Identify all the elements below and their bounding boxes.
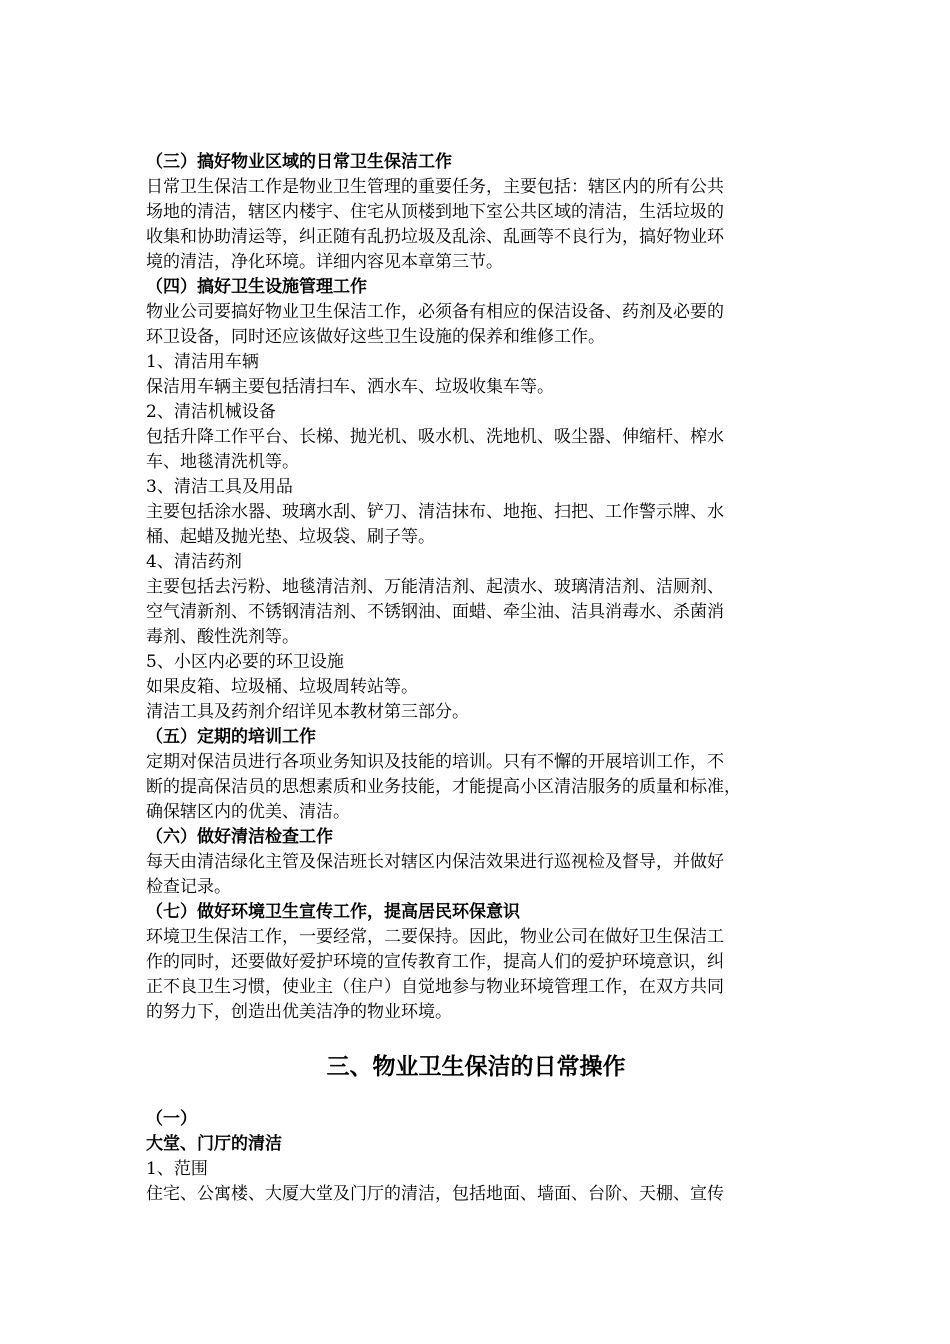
paragraph-line: 3、清洁工具及用品: [146, 477, 293, 497]
body-text-after-heading: [146, 1107, 806, 1207]
section-heading: （四）搞好卫生设施管理工作: [146, 277, 367, 297]
paragraph-line: 车、地毯清洗机等。: [146, 452, 299, 472]
paragraph-line: 日常卫生保洁工作是物业卫生管理的重要任务，主要包括：辖区内的所有公共: [146, 177, 724, 197]
paragraph-line: 清洁工具及药剂介绍详见本教材第三部分。: [146, 702, 469, 722]
paragraph-line: 包括升降工作平台、长梯、抛光机、吸水机、洗地机、吸尘器、伸缩杆、榨水: [146, 427, 724, 447]
paragraph-line: 住宅、公寓楼、大厦大堂及门厅的清洁，包括地面、墙面、台阶、天棚、宣传: [146, 1184, 724, 1204]
paragraph-line: 环境卫生保洁工作，一要经常，二要保持。因此，物业公司在做好卫生保洁工: [146, 927, 724, 947]
paragraph-line: 主要包括去污粉、地毯清洁剂、万能清洁剂、起渍水、玻璃清洁剂、洁厕剂、: [146, 577, 724, 597]
section-heading: （六）做好清洁检查工作: [146, 827, 333, 847]
section-heading: （一）: [146, 1109, 197, 1129]
paragraph-line: 如果皮箱、垃圾桶、垃圾周转站等。: [146, 677, 418, 697]
paragraph-line: 毒剂、酸性洗剂等。: [146, 627, 299, 647]
paragraph-line: 5、小区内必要的环卫设施: [146, 652, 344, 672]
chapter-heading: 三、物业卫生保洁的日常操作: [326, 1054, 626, 1080]
paragraph-line: 检查记录。: [146, 877, 231, 897]
paragraph-line: 桶、起蜡及抛光垫、垃圾袋、刷子等。: [146, 527, 435, 547]
section-heading: 大堂、门厅的清洁: [146, 1134, 282, 1154]
paragraph-line: 每天由清洁绿化主管及保洁班长对辖区内保洁效果进行巡视检及督导，并做好: [146, 852, 724, 872]
paragraph-line: 断的提高保洁员的思想素质和业务技能，才能提高小区清洁服务的质量和标准，: [146, 777, 741, 797]
paragraph-line: 收集和协助清运等，纠正随有乱扔垃圾及乱涂、乱画等不良行为，搞好物业环: [146, 227, 724, 247]
paragraph-line: 保洁用车辆主要包括清扫车、洒水车、垃圾收集车等。: [146, 377, 554, 397]
paragraph-line: 空气清新剂、不锈钢清洁剂、不锈钢油、面蜡、牵尘油、洁具消毒水、杀菌消: [146, 602, 724, 622]
paragraph-line: 2、清洁机械设备: [146, 402, 276, 422]
paragraph-line: 环卫设备，同时还应该做好这些卫生设施的保养和维修工作。: [146, 327, 605, 347]
paragraph-line: 确保辖区内的优美、清洁。: [146, 802, 350, 822]
section-heading: （三）搞好物业区域的日常卫生保洁工作: [146, 152, 452, 172]
paragraph-line: 1、清洁用车辆: [146, 352, 259, 372]
section-heading: （五）定期的培训工作: [146, 727, 316, 747]
paragraph-line: 境的清洁，净化环境。详细内容见本章第三节。: [146, 252, 503, 272]
document-page: [146, 150, 806, 1207]
paragraph-line: 定期对保洁员进行各项业务知识及技能的培训。只有不懈的开展培训工作，不: [146, 752, 724, 772]
chapter-heading-block: [146, 1025, 806, 1107]
paragraph-line: 的努力下，创造出优美洁净的物业环境。: [146, 1002, 452, 1022]
paragraph-line: 主要包括涂水器、玻璃水刮、铲刀、清洁抹布、地拖、扫把、工作警示牌、水: [146, 502, 724, 522]
paragraph-line: 场地的清洁，辖区内楼宇、住宅从顶楼到地下室公共区域的清洁，生活垃圾的: [146, 202, 724, 222]
paragraph-line: 作的同时，还要做好爱护环境的宣传教育工作，提高人们的爱护环境意识，纠: [146, 952, 724, 972]
paragraph-line: 4、清洁药剂: [146, 552, 242, 572]
paragraph-line: 1、范围: [146, 1159, 208, 1179]
section-heading: （七）做好环境卫生宣传工作，提高居民环保意识: [146, 902, 520, 922]
paragraph-line: 物业公司要搞好物业卫生保洁工作，必须备有相应的保洁设备、药剂及必要的: [146, 302, 724, 322]
body-text-before-heading: [146, 150, 806, 1025]
paragraph-line: 正不良卫生习惯，使业主（住户）自觉地参与物业环境管理工作，在双方共同: [146, 977, 724, 997]
